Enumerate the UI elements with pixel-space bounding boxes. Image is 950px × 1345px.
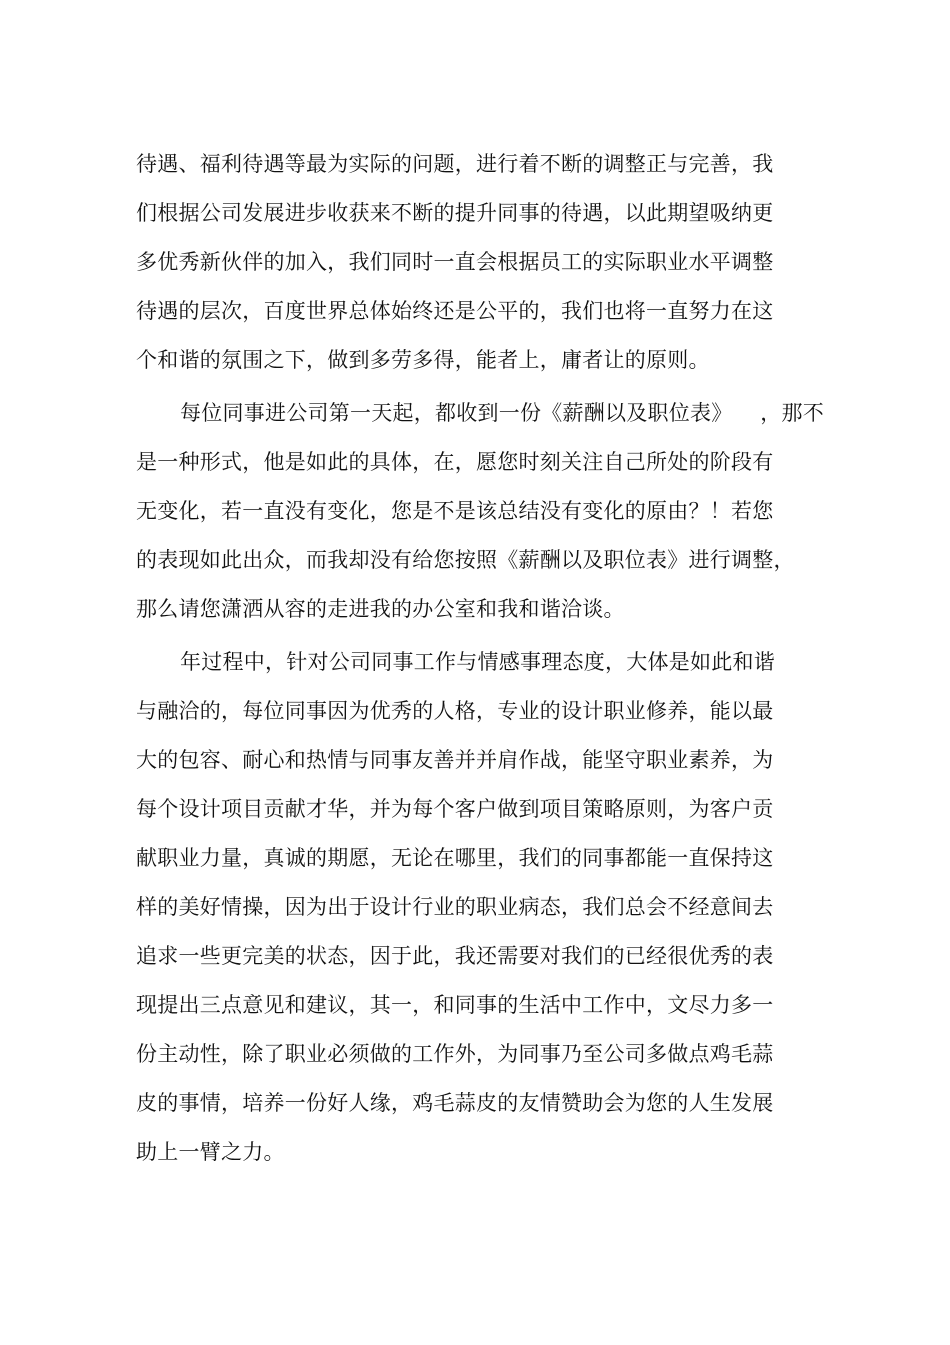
paragraph-line: 无变化，若一直没有变化，您是不是该总结没有变化的原由？！若您 [136,499,774,523]
paragraph-line: 样的美好情操，因为出于设计行业的职业病态，我们总会不经意间去 [136,895,774,919]
paragraph-line: 个和谐的氛围之下，做到多劳多得，能者上，庸者让的原则。 [136,348,710,372]
paragraph-line: 助上一臂之力。 [136,1140,285,1164]
paragraph-line: 待遇、福利待遇等最为实际的问题，进行着不断的调整正与完善，我 [136,152,774,176]
paragraph-line: 追求一些更完美的状态，因于此，我还需要对我们的已经很优秀的表 [136,944,774,968]
paragraph-line: 年过程中，针对公司同事工作与情感事理态度，大体是如此和谐 [180,650,775,674]
paragraph-line: 多优秀新伙伴的加入，我们同时一直会根据员工的实际职业水平调整 [136,250,774,274]
paragraph-line: 与融洽的，每位同事因为优秀的人格，专业的设计职业修养，能以最 [136,699,774,723]
paragraph-line: 现提出三点意见和建议，其一，和同事的生活中工作中，文尽力多一 [136,993,774,1017]
paragraph-line: 献职业力量，真诚的期愿，无论在哪里，我们的同事都能一直保持这 [136,846,774,870]
paragraph-line: 待遇的层次，百度世界总体始终还是公平的，我们也将一直努力在这 [136,299,774,323]
paragraph-line: 每位同事进公司第一天起，都收到一份《薪酬以及职位表》 ，那不 [180,401,824,425]
paragraph-line: 那么请您潇洒从容的走进我的办公室和我和谐洽谈。 [136,597,625,621]
paragraph-line: 的表现如此出众，而我却没有给您按照《薪酬以及职位表》进行调整， [136,548,795,572]
paragraph-line: 是一种形式，他是如此的具体，在，愿您时刻关注自己所处的阶段有 [136,450,774,474]
paragraph-line: 大的包容、耐心和热情与同事友善并并肩作战，能坚守职业素养，为 [136,748,774,772]
paragraph-line: 份主动性，除了职业必须做的工作外，为同事乃至公司多做点鸡毛蒜 [136,1042,774,1066]
paragraph-line: 们根据公司发展进步收获来不断的提升同事的待遇，以此期望吸纳更 [136,201,774,225]
paragraph-line: 每个设计项目贡献才华，并为每个客户做到项目策略原则，为客户贡 [136,797,774,821]
paragraph-line: 皮的事情，培养一份好人缘，鸡毛蒜皮的友情赞助会为您的人生发展 [136,1091,774,1115]
